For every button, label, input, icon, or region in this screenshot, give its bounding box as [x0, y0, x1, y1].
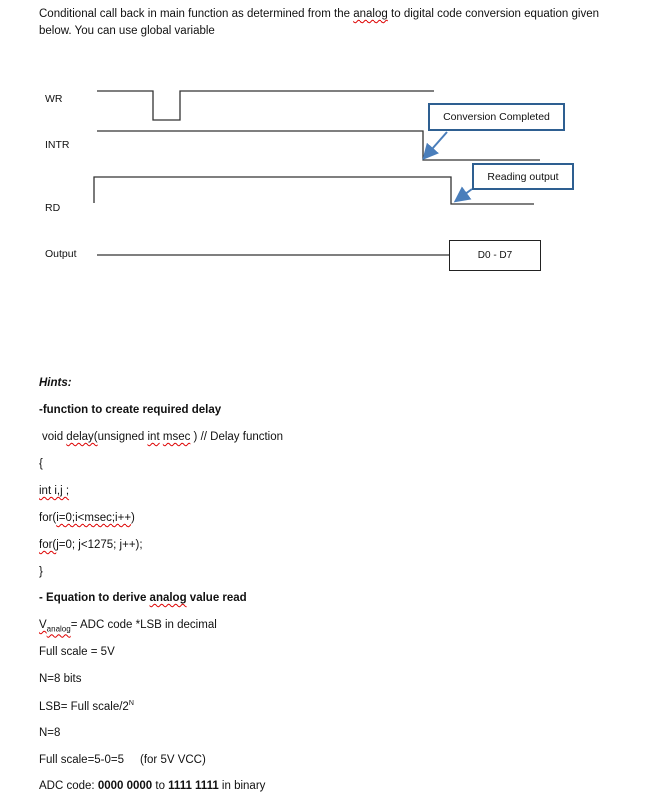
lsb-exponent: N	[128, 700, 134, 707]
declaration-text: int i,j ;	[39, 485, 70, 497]
output-label: Output	[45, 248, 77, 260]
output-data-text: D0 - D7	[477, 250, 513, 261]
for1-close: )	[131, 512, 135, 524]
equation-heading	[39, 592, 247, 604]
n8-line: N=8	[39, 727, 61, 739]
intro-text-2: to digital code conversion equation given below. You can use global variable	[39, 8, 600, 37]
adc-suffix: in binary	[218, 780, 266, 792]
conversion-completed-text: Conversion Completed	[443, 111, 550, 123]
adc-to: to	[152, 780, 169, 792]
for-loop-1	[39, 512, 135, 524]
delay-signature	[42, 431, 283, 443]
hints-title: Hints:	[39, 377, 72, 389]
full-scale-vcc-line: Full scale=5-0=5 (for 5V VCC)	[39, 754, 206, 766]
intr-waveform	[97, 131, 540, 160]
wr-label: WR	[45, 93, 63, 105]
adc-max: 1111 1111	[168, 780, 219, 792]
adc-min: 0000 0000	[97, 780, 153, 792]
eq-heading-1: - Equation to derive	[39, 592, 150, 604]
eq-heading-analog: analog	[149, 592, 187, 604]
for2-body: j=0; j<1275; j++);	[56, 539, 143, 551]
full-scale-line: Full scale = 5V	[39, 646, 115, 658]
sig-int: int	[147, 431, 160, 443]
rd-waveform	[94, 177, 534, 204]
reading-output-callout	[472, 163, 574, 190]
conversion-arrow	[425, 132, 447, 157]
vanalog-equation	[39, 619, 217, 633]
sig-unsigned: unsigned	[97, 431, 148, 443]
delay-heading: -function to create required delay	[39, 404, 222, 416]
reading-output-text: Reading output	[487, 170, 559, 183]
for2-keyword: for(	[39, 539, 57, 551]
for1-keyword: for(	[39, 512, 57, 524]
timing-diagram	[0, 0, 645, 300]
close-brace: }	[39, 566, 43, 578]
vanalog-v: V	[39, 619, 47, 631]
n-bits-line: N=8 bits	[39, 673, 82, 685]
intr-label: INTR	[45, 139, 70, 151]
conversion-completed-callout	[428, 103, 565, 131]
vanalog-sub: analog	[46, 624, 71, 634]
rd-label: RD	[45, 202, 61, 214]
intro-analog: analog	[353, 8, 388, 20]
output-data-box	[449, 240, 541, 271]
lsb-line	[39, 700, 134, 713]
sig-delay: delay(	[66, 431, 98, 443]
intro-text-1: Conditional call back in main function as determined from the	[39, 8, 354, 20]
sig-comment: ) // Delay function	[190, 431, 284, 443]
eq-heading-2: value read	[186, 592, 247, 604]
adc-code-line	[39, 780, 265, 792]
adc-label: ADC code:	[39, 780, 98, 792]
reading-arrow	[457, 189, 472, 200]
for1-body: i=0;i<msec;i++	[56, 512, 132, 524]
sig-void: void	[42, 431, 67, 443]
sig-msec: msec	[162, 431, 191, 443]
wr-waveform	[97, 91, 434, 120]
vanalog-rest: = ADC code *LSB in decimal	[70, 619, 217, 631]
lsb-text: LSB= Full scale/2	[39, 700, 129, 713]
open-brace: {	[39, 458, 43, 470]
for-loop-2	[39, 539, 143, 551]
declaration-line	[39, 485, 69, 497]
